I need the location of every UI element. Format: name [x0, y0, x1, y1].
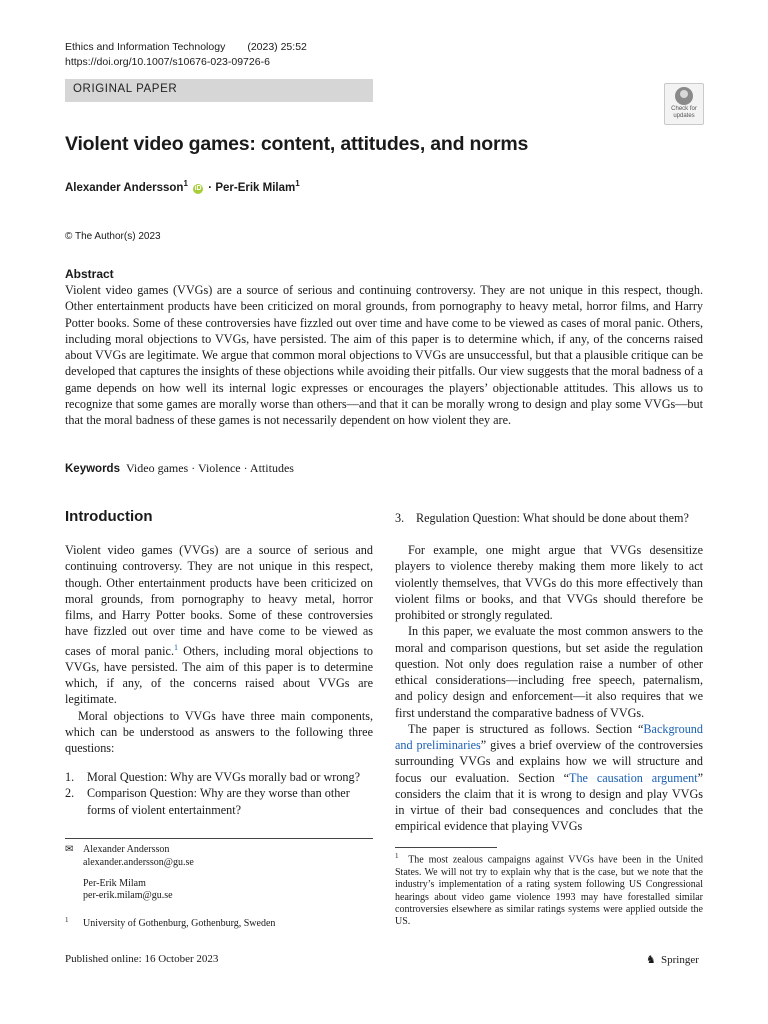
check-for-updates-badge[interactable]: [664, 83, 704, 125]
author-list: [65, 179, 300, 194]
list-number: 3.: [395, 511, 405, 525]
list-text: Regulation Question: What should be done about them?: [416, 511, 689, 525]
orcid-icon[interactable]: iD: [194, 184, 202, 192]
envelope-icon: ✉: [65, 844, 74, 855]
author-name[interactable]: Alexander Andersson: [65, 181, 184, 194]
springer-horse-icon: ♞: [646, 954, 656, 966]
paragraph-text: ” considers the claim that it is wrong to design and play VVGs in virtue of their bad consequences and concludes that the empirical evidence that playing VVGs: [395, 770, 704, 834]
doi-link[interactable]: https://doi.org/10.1007/s10676-023-09726-6: [65, 56, 270, 68]
footnote-text: The most zealous campaigns against VVGs have been in the United States. We will not try to explain why that is the case, but we note that the industry’s implementation of a rating system following US Congressional hearings about video game violence 1993 may have forestalled similar controversies elsewhere as similar ratings systems were applied outside the US.: [395, 854, 703, 928]
list-item: [65, 785, 373, 818]
footnote: [395, 850, 703, 929]
keywords: [65, 461, 294, 476]
affiliation-marker: 1: [295, 179, 300, 188]
check-for-updates-label: Check for updates: [671, 106, 697, 119]
check-for-updates-icon: [675, 87, 693, 105]
journal-name: Ethics and Information Technology: [65, 41, 226, 53]
author-name[interactable]: Per-Erik Milam: [215, 181, 296, 194]
section-link-background[interactable]: Background and preliminaries: [395, 721, 703, 752]
right-column: [395, 542, 703, 835]
contact-name: Per-Erik Milam: [83, 877, 146, 889]
list-item: [395, 510, 689, 526]
paragraph: [395, 721, 703, 835]
footnote-ref[interactable]: 1: [174, 642, 178, 652]
contact-block: [65, 844, 194, 903]
left-column: [65, 542, 373, 756]
footnote-divider: [395, 847, 497, 848]
list-text: Comparison Question: Why are they worse than other forms of violent entertainment?: [87, 786, 350, 817]
keywords-list: Video games · Violence · Attitudes: [125, 461, 294, 475]
paragraph: For example, one might argue that VVGs desensitize players to violence thereby making them more likely to act violently themselves, that VVGs do this more effectively than violent films or books, and that VVGs should therefore be prohibited or strongly regulated.: [395, 543, 703, 622]
paper-title: Violent video games: content, attitudes, and norms: [65, 133, 529, 155]
paragraph-text: Violent video games (VVGs) are a source of serious and continuing controversy. They are not unique in this respect, though. Other entertainment products have been criticized on moral grounds, from pornography to heavy metal, horror films, and Harry Potter books. Some of these controversies have fizzled out over time and have come to be viewed as cases of moral panic.: [65, 543, 373, 658]
contact-email[interactable]: per-erik.milam@gu.se: [83, 890, 173, 902]
citation: (2023) 25:52: [247, 41, 307, 53]
article-type: ORIGINAL PAPER: [73, 83, 178, 95]
list-item: [65, 769, 373, 785]
article-type-banner: [65, 79, 373, 102]
copyright-notice: © The Author(s) 2023: [65, 231, 161, 242]
publisher-name: Springer: [661, 954, 699, 966]
footnote-number: 1: [395, 852, 399, 860]
section-link-causation[interactable]: The causation argument: [569, 770, 698, 785]
list-number: 1.: [65, 770, 75, 784]
published-date: Published online: 16 October 2023: [65, 953, 219, 965]
section-heading-introduction: Introduction: [65, 508, 153, 525]
question-list: [65, 769, 373, 818]
paragraph: In this paper, we evaluate the most common answers to the moral and comparison questions, but set aside the regulation question. Not only does regulation raise a number of other ethical considerations—including free speech, paternalism, and policy design and enforcement—it also requires that we first understand the comparative badness of VVGs.: [395, 624, 703, 720]
affiliation-number: 1: [65, 916, 69, 924]
contact-email[interactable]: alexander.andersson@gu.se: [83, 856, 194, 868]
journal-header: [65, 40, 307, 70]
paragraph-text: ” gives a brief overview of the controversies surrounding VVGs and explains how we will structure and focus our evaluation. Section “: [395, 738, 703, 785]
paragraph: Moral objections to VVGs have three main components, which can be understood as answers to the following three questions:: [65, 708, 373, 756]
abstract-heading: Abstract: [65, 267, 114, 281]
contact-name: Alexander Andersson: [83, 844, 170, 855]
keywords-label: Keywords: [65, 463, 120, 475]
paragraph-text: Others, including moral objections to VVGs, have persisted. The aim of this paper is to determine which, if any, of the concerns raised about VVGs are legitimate.: [65, 643, 374, 707]
affiliation-text: University of Gothenburg, Gothenburg, Sweden: [83, 918, 276, 929]
paragraph: [65, 542, 373, 708]
paragraph-text: The paper is structured as follows. Section “: [408, 721, 644, 736]
abstract-text: Violent video games (VVGs) are a source of serious and continuing controversy. They are not unique in this respect, though. Other entertainment products have been criticized on moral grounds, from pornography to heavy metal, horror films, and Harry Potter books. Some of these controversies have fizzled out over time and have come to be viewed as cases of moral panic. Others, including moral objections to VVGs, have persisted. The aim of this paper is to determine which, if any, of the concerns raised about VVGs are legitimate. We argue that common moral objections to VVGs are unsuccessful, but that a plausible critique can be developed that captures the insights of these objections while avoiding their pitfalls. Our view suggests that the moral badness of a game depends on how well its internal logic expresses or encourages the players’ objectionable attitudes. This allows us to recognize that some games are morally worse than others—and that it can be morally wrong to design and play some VVGs—but that the moral badness of these games is not necessarily dependent on how violent they are.: [65, 283, 703, 427]
author-separator: ·: [205, 181, 216, 194]
list-number: 2.: [65, 786, 75, 801]
affiliation-marker: 1: [183, 179, 188, 188]
affiliation: [65, 916, 275, 929]
contact-divider: [65, 838, 373, 839]
list-text: Moral Question: Why are VVGs morally bad or wrong?: [87, 770, 361, 784]
publisher-logo[interactable]: [646, 953, 699, 966]
